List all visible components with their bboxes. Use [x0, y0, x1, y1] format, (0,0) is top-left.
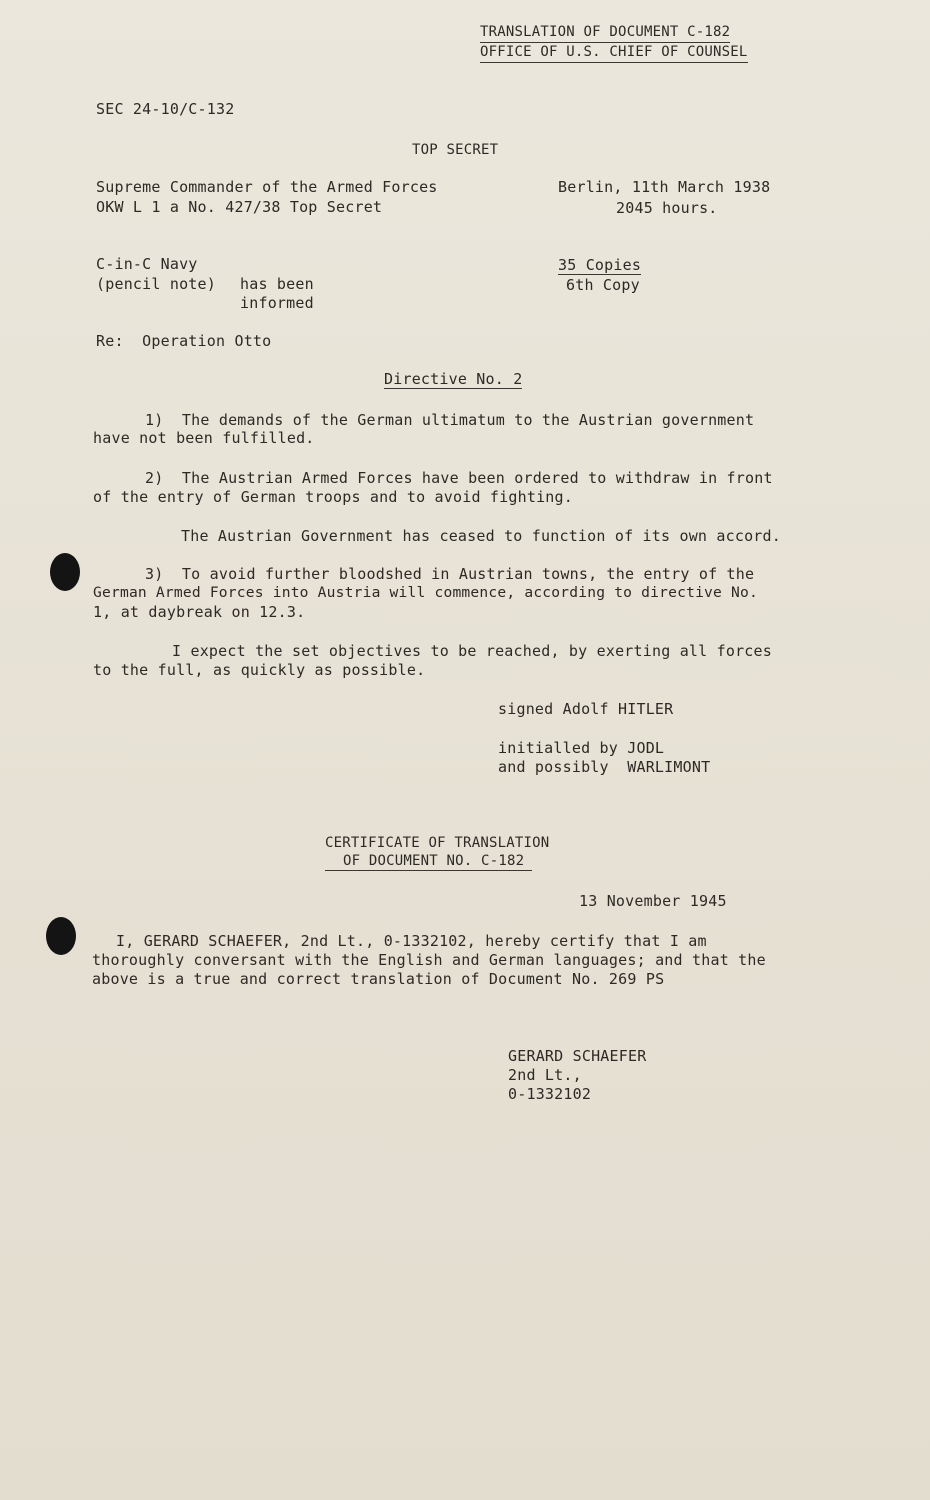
certificate-title-line-1: CERTIFICATE OF TRANSLATION	[325, 835, 550, 851]
classification: TOP SECRET	[412, 142, 499, 158]
paragraph-1-line-2: have not been fulfilled.	[93, 429, 315, 447]
certifier-name: GERARD SCHAEFER	[508, 1047, 647, 1065]
paragraph-4-line-1: I expect the set objectives to be reached, by exerting all forces	[172, 642, 772, 660]
certificate-title-line-2: OF DOCUMENT NO. C-182	[325, 852, 532, 871]
paragraph-2-line-1: 2) The Austrian Armed Forces have been ordered to withdraw in front	[145, 469, 773, 487]
sender-line-2: OKW L 1 a No. 427/38 Top Secret	[96, 198, 383, 216]
certificate-body-line-3: above is a true and correct translation of Document No. 269 PS	[92, 970, 665, 988]
place-date-line-1: Berlin, 11th March 1938	[558, 178, 771, 196]
certifier-serial: 0-1332102	[508, 1085, 592, 1103]
paragraph-4-line-2: to the full, as quickly as possible.	[93, 661, 426, 679]
place-date-line-2: 2045 hours.	[616, 199, 718, 217]
certificate-body-line-1: I, GERARD SCHAEFER, 2nd Lt., 0-1332102, hereby certify that I am	[116, 932, 707, 950]
certificate-date: 13 November 1945	[579, 892, 727, 910]
paragraph-3-line-2: German Armed Forces into Austria will commence, according to directive No.	[93, 584, 758, 601]
initialled-line-1: initialled by JODL	[498, 739, 665, 757]
paragraph-2-line-3: The Austrian Government has ceased to function of its own accord.	[181, 527, 781, 545]
pencil-note: (pencil note)	[96, 275, 216, 293]
recipient: C-in-C Navy	[96, 255, 198, 273]
subject-line: Re: Operation Otto	[96, 332, 272, 350]
copy-number: 6th Copy	[566, 276, 640, 294]
copies-count: 35 Copies	[558, 256, 642, 274]
paragraph-2-line-2: of the entry of German troops and to avoid fighting.	[93, 488, 573, 506]
paragraph-3-line-1: 3) To avoid further bloodshed in Austrian towns, the entry of the	[145, 565, 755, 583]
paragraph-3-line-3: 1, at daybreak on 12.3.	[93, 603, 306, 621]
pencil-note-informed: informed	[240, 294, 314, 312]
header-office-line: OFFICE OF U.S. CHIEF OF COUNSEL	[480, 42, 748, 63]
signed-by: signed Adolf HITLER	[498, 700, 674, 718]
punch-hole-top	[50, 553, 80, 591]
sender-line-1: Supreme Commander of the Armed Forces	[96, 178, 438, 196]
initialled-line-2: and possibly WARLIMONT	[498, 758, 711, 776]
header-translation-line: TRANSLATION OF DOCUMENT C-182	[480, 22, 730, 43]
punch-hole-bottom	[46, 917, 76, 955]
paragraph-1-line-1: 1) The demands of the German ultimatum to the Austrian government	[145, 411, 755, 429]
certificate-body-line-2: thoroughly conversant with the English and German languages; and that the	[92, 951, 766, 969]
certifier-rank: 2nd Lt.,	[508, 1066, 582, 1084]
document-reference: SEC 24-10/C-132	[96, 100, 235, 118]
pencil-note-has-been: has been	[240, 275, 314, 293]
directive-title: Directive No. 2	[384, 370, 523, 388]
